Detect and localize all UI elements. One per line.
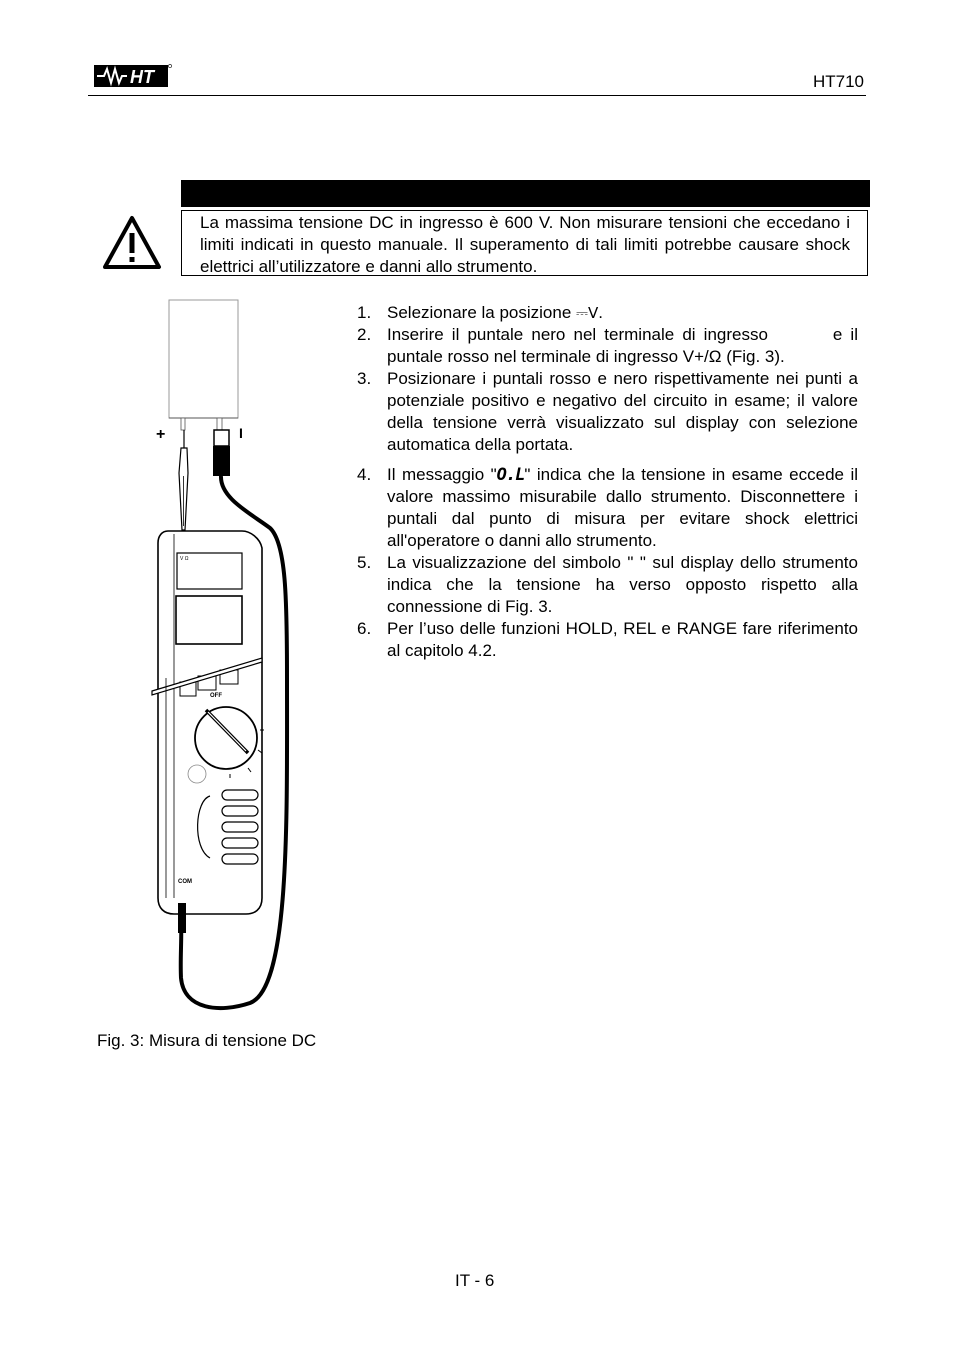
dc-voltage-symbol: ⎓V	[576, 304, 599, 322]
plus-label: +	[156, 426, 166, 443]
svg-text:V Ω: V Ω	[180, 556, 189, 562]
svg-text:OFF: OFF	[210, 693, 222, 699]
page-number: IT - 6	[455, 1271, 495, 1290]
figure-caption: Fig. 3: Misura di tensione DC	[97, 1031, 317, 1050]
list-item: 5. La visualizzazione del simbolo " " sul display dello strumento indica che la tensione ha verso opposto rispetto alla connessione di Fig. 3.	[357, 553, 858, 616]
procedure-steps	[357, 302, 863, 662]
list-item: 3. Posizionare i puntali rosso e nero rispettivamente nei punti a potenziale positivo e negativo del circuito in esame; il valore della tensione verrà visualizzato sul display con selezione automatica della portata.	[357, 369, 858, 454]
header-divider	[88, 95, 866, 96]
svg-text:COM: COM	[178, 879, 192, 885]
ht-logo	[94, 61, 172, 89]
list-item: 6. Per l’uso delle funzioni HOLD, REL e RANGE fare riferimento al capitolo 4.2.	[357, 619, 858, 660]
list-item: 1. Selezionare la posizione ⎓V.	[357, 303, 603, 322]
warning-text: La massima tensione DC in ingresso è 600 V. Non misurare tensioni che eccedano i limiti indicati in questo manuale. Il superamento di tali limiti potrebbe causare shock elettrici all’utilizzatore e danni allo strumento.	[200, 213, 850, 276]
minus-label: I	[239, 425, 243, 441]
overload-display-symbol: O.L	[496, 465, 525, 485]
section-title-bar	[181, 180, 870, 207]
list-item: 4. Il messaggio "O.L" indica che la tensione in esame eccede il valore massimo misurabile dallo strumento. Disconnettere i puntali dal punto di misura per evitare shock elettrici all'operatore o danni allo strumento.	[357, 465, 858, 550]
list-item: 2. Inserire il puntale nero nel terminale di ingresso e il puntale rosso nel terminale di ingresso V+/Ω (Fig. 3).	[357, 325, 863, 366]
logo-text: HT	[130, 67, 154, 87]
warning-triangle-icon	[102, 215, 162, 271]
multimeter-figure	[150, 298, 300, 1016]
model-name: HT710	[812, 72, 864, 91]
